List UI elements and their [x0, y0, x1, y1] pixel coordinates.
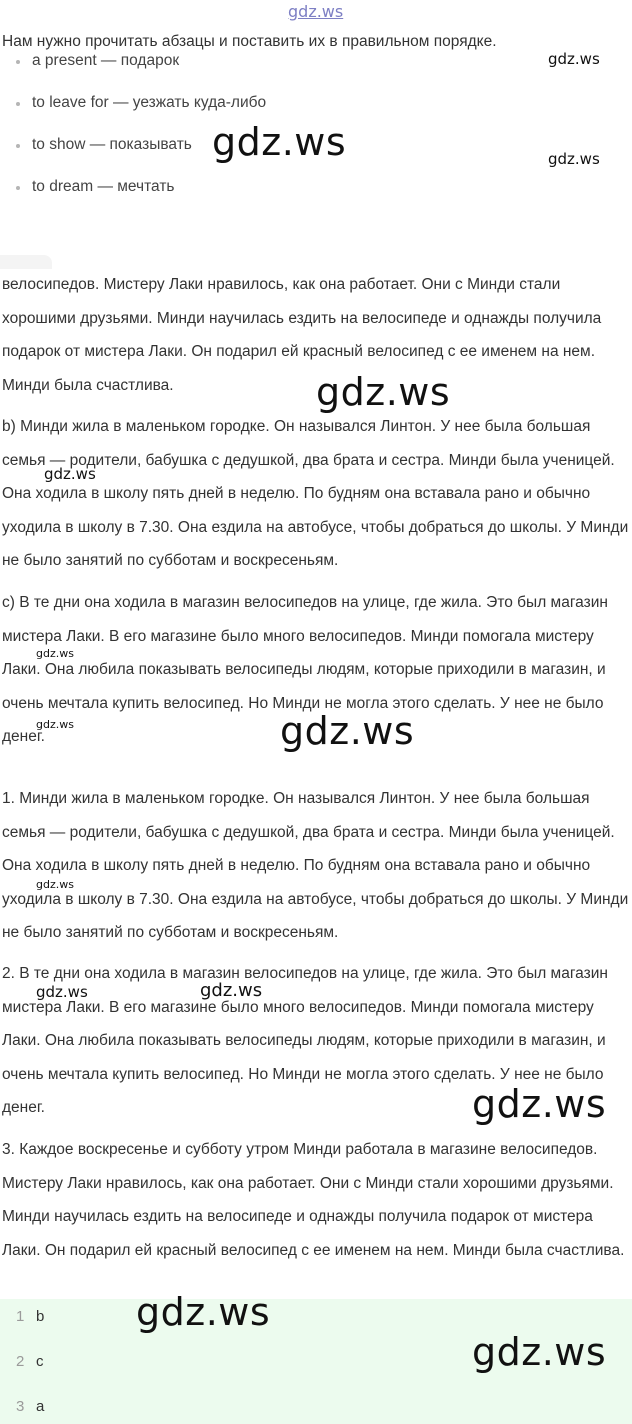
vocab-item: to show — показывать: [14, 134, 266, 176]
watermark: gdz.ws: [200, 980, 263, 1001]
vocab-item: to leave for — уезжать куда-либо: [14, 92, 266, 134]
ordered-paragraph-3: 3. Каждое воскресенье и субботу утром Минди работала в магазине велосипедов. Мистеру Лаки нравилось, как она работает. Они с Минди стали хорошими друзьями. Минди научилась ездить на велосипеде и однажды получила подарок от мистера Лаки. Он подарил ей красный велосипед с ее именем на нем. Минди была счастлива.: [2, 1141, 625, 1259]
vocab-item: to dream — мечтать: [14, 176, 266, 218]
watermark: gdz.ws: [548, 150, 600, 168]
faint-divider: [0, 255, 52, 269]
watermark: gdz.ws: [212, 120, 347, 164]
watermark-top-link[interactable]: gdz.ws: [288, 2, 344, 21]
watermark: gdz.ws: [36, 878, 74, 891]
paragraph-c: c) В те дни она ходила в магазин велосипедов на улице, где жила. Это был магазин мистера Лаки. В его магазине было много велосипедов. Минди помогала мистеру Лаки. Она любила показывать велосипеды людям, которые приходили в магазин, и очень мечтала купить велосипед. Но Минди не могла этого сделать. У нее не было денег.: [2, 594, 608, 745]
intro-text: Нам нужно прочитать абзацы и поставить их в правильном порядке.: [2, 33, 497, 50]
answer-number: 2: [16, 1353, 25, 1370]
answer-row: [16, 1398, 44, 1415]
paragraph-a: велосипедов. Мистеру Лаки нравилось, как она работает. Они с Минди стали хорошими друзьями. Минди научилась ездить на велосипеде и однажды получила подарок от мистера Лаки. Он подарил ей красный велосипед с ее именем на нем. Минди была счастлива.: [2, 276, 602, 394]
watermark: gdz.ws: [36, 983, 88, 1001]
watermark: gdz.ws: [472, 1330, 607, 1374]
watermark: gdz.ws: [136, 1290, 271, 1334]
vocab-item: a present — подарок: [14, 50, 266, 92]
answer-letter: a: [36, 1398, 45, 1415]
watermark: gdz.ws: [280, 709, 415, 753]
answer-letter: c: [36, 1353, 44, 1370]
answer-row: [16, 1308, 44, 1325]
watermark: gdz.ws: [36, 647, 74, 660]
answer-number: 1: [16, 1308, 25, 1325]
answer-row: [16, 1353, 44, 1370]
answer-letter: b: [36, 1308, 45, 1325]
ordered-paragraph-2: 2. В те дни она ходила в магазин велосипедов на улице, где жила. Это был магазин мистера Лаки. В его магазине было много велосипедов. Минди помогала мистеру Лаки. Она любила показывать велосипеды людям, которые приходили в магазин, и очень мечтала купить велосипед. Но Минди не могла этого сделать. У нее не было денег.: [2, 965, 608, 1116]
watermark: gdz.ws: [316, 370, 451, 414]
watermark: gdz.ws: [472, 1082, 607, 1126]
ordered-paragraph-1: 1. Минди жила в маленьком городке. Он назывался Линтон. У нее была большая семья — родители, бабушка с дедушкой, два брата и сестра. Минди была ученицей. Она ходила в школу пять дней в неделю. По будням она вставала рано и обычно уходила в школу в 7.30. Она ездила на автобусе, чтобы добраться до школы. У Минди не было занятий по субботам и воскресеньям.: [2, 790, 629, 941]
watermark: gdz.ws: [36, 718, 74, 731]
watermark: gdz.ws: [44, 465, 96, 483]
paragraph-b: b) Минди жила в маленьком городке. Он назывался Линтон. У нее была большая семья — родители, бабушка с дедушкой, два брата и сестра. Минди была ученицей. Она ходила в школу пять дней в неделю. По будням она вставала рано и обычно уходила в школу в 7.30. Она ездила на автобусе, чтобы добраться до школы. У Минди не было занятий по субботам и воскресеньям.: [2, 418, 629, 569]
answer-number: 3: [16, 1398, 25, 1415]
watermark: gdz.ws: [548, 50, 600, 68]
